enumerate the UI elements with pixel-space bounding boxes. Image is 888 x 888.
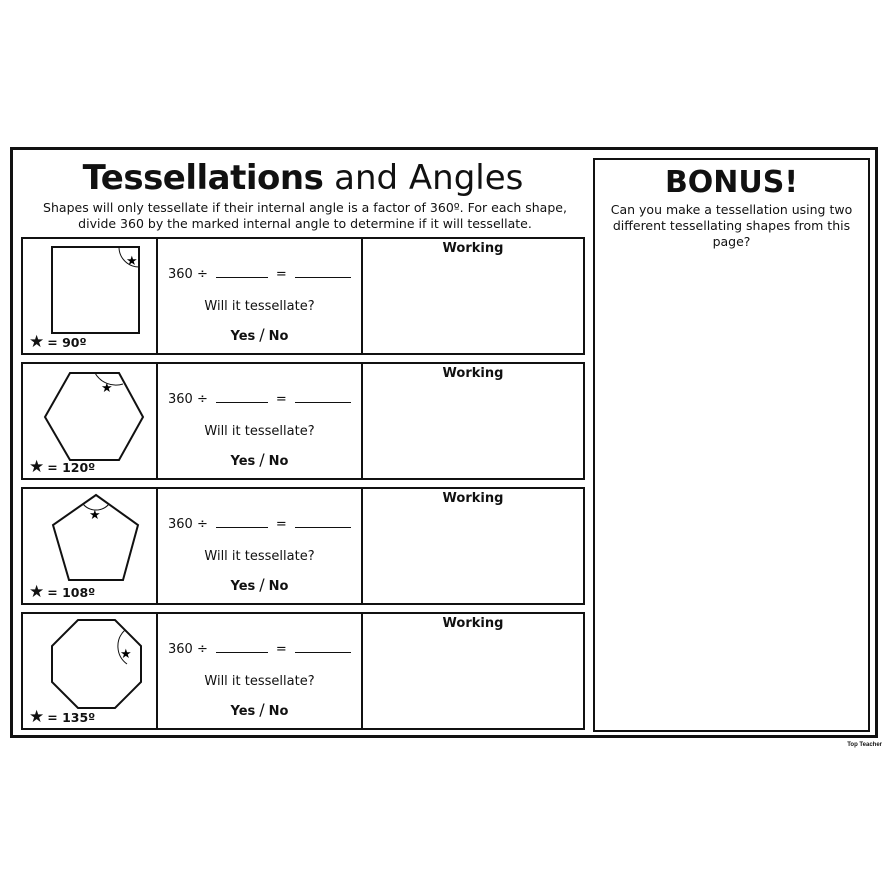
yes-option[interactable]: Yes — [230, 579, 256, 594]
divisor-blank[interactable] — [216, 515, 268, 528]
yes-option[interactable]: Yes — [230, 704, 256, 719]
yes-no-choice: Yes / No — [230, 450, 289, 469]
worksheet — [10, 147, 878, 738]
shape-cell — [23, 239, 158, 353]
working-label: Working — [442, 491, 504, 506]
star-icon: ★ — [29, 707, 45, 727]
divisor-blank[interactable] — [216, 390, 268, 403]
yes-no-choice: Yes / No — [230, 325, 289, 344]
working-area[interactable] — [363, 239, 583, 353]
divisor-blank[interactable] — [216, 265, 268, 278]
shape-row-pentagon — [21, 487, 585, 605]
working-area[interactable] — [363, 489, 583, 603]
bonus-prompt: Can you make a tessellation using two different tessellating shapes from this page? — [610, 202, 853, 249]
calculation-cell — [158, 239, 363, 353]
star-icon: ★ — [101, 381, 113, 396]
no-option[interactable]: No — [268, 454, 289, 469]
result-blank[interactable] — [295, 515, 351, 528]
yes-no-choice: Yes / No — [230, 575, 289, 594]
working-area[interactable] — [363, 614, 583, 728]
no-option[interactable]: No — [268, 329, 289, 344]
star-icon: ★ — [29, 332, 45, 352]
star-icon: ★ — [120, 647, 132, 662]
working-area[interactable] — [363, 364, 583, 478]
calculation-cell — [158, 364, 363, 478]
bonus-panel[interactable] — [593, 158, 870, 732]
yes-option[interactable]: Yes — [230, 454, 256, 469]
angle-label: ★ = 90º — [29, 332, 87, 352]
tessellate-question: Will it tessellate? — [204, 674, 315, 689]
brand-logo: Top Teacher — [847, 742, 882, 748]
star-icon: ★ — [89, 508, 101, 523]
division-equation: 360 ÷ = — [168, 265, 351, 282]
page-title: Tessellations and Angles — [82, 158, 524, 198]
shape-row-square — [21, 237, 585, 355]
yes-no-choice: Yes / No — [230, 700, 289, 719]
shape-cell — [23, 489, 158, 603]
shape-cell — [23, 614, 158, 728]
working-label: Working — [442, 616, 504, 631]
angle-label: ★ = 108º — [29, 582, 96, 602]
no-option[interactable]: No — [268, 704, 289, 719]
star-icon: ★ — [29, 582, 45, 602]
divisor-blank[interactable] — [216, 640, 268, 653]
angle-label: ★ = 120º — [29, 457, 96, 477]
result-blank[interactable] — [295, 265, 351, 278]
tessellate-question: Will it tessellate? — [204, 424, 315, 439]
bonus-title: BONUS! — [664, 165, 799, 200]
tessellate-question: Will it tessellate? — [204, 299, 315, 314]
instructions: Shapes will only tessellate if their internal angle is a factor of 360º. For each shape, divide 360 by the marked internal angle to determine if it will tessellate. — [43, 200, 567, 231]
division-equation: 360 ÷ = — [168, 515, 351, 532]
shape-cell — [23, 364, 158, 478]
tessellate-question: Will it tessellate? — [204, 549, 315, 564]
star-icon: ★ — [29, 457, 45, 477]
star-icon: ★ — [126, 254, 138, 269]
working-label: Working — [442, 241, 504, 256]
yes-option[interactable]: Yes — [230, 329, 256, 344]
no-option[interactable]: No — [268, 579, 289, 594]
calculation-cell — [158, 489, 363, 603]
division-equation: 360 ÷ = — [168, 390, 351, 407]
shape-row-hexagon — [21, 362, 585, 480]
result-blank[interactable] — [295, 640, 351, 653]
division-equation: 360 ÷ = — [168, 640, 351, 657]
result-blank[interactable] — [295, 390, 351, 403]
calculation-cell — [158, 614, 363, 728]
angle-label: ★ = 135º — [29, 707, 96, 727]
shape-row-octagon — [21, 612, 585, 730]
working-label: Working — [442, 366, 504, 381]
